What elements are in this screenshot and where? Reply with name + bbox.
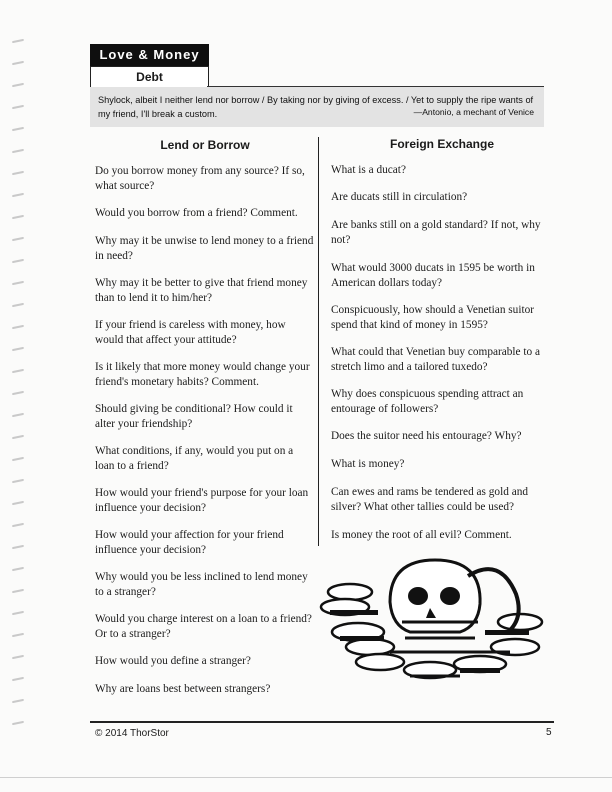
question-item: Would you charge interest on a loan to a friend? Or to a stranger? (95, 613, 312, 640)
section-title: Love & Money (90, 44, 209, 66)
question-item: Are banks still on a gold standard? If not, why not? (331, 219, 541, 246)
question-item: Do you borrow money from any source? If so, what source? (95, 165, 305, 192)
section-subtitle: Debt (90, 66, 209, 88)
question-item: What would 3000 ducats in 1595 be worth in American dollars today? (331, 262, 535, 289)
page-number: 5 (546, 727, 552, 738)
question-item: Why may it be unwise to lend money to a friend in need? (95, 235, 314, 262)
question-item: Why may it be better to give that friend money than to lend it to him/her? (95, 277, 308, 304)
left-column-title: Lend or Borrow (160, 138, 250, 152)
question-item: Should giving be conditional? How could it alter your friendship? (95, 403, 293, 430)
question-item: If your friend is careless with money, how would that affect your attitude? (95, 319, 286, 346)
question-item: Are ducats still in circulation? (331, 191, 468, 203)
right-column-title: Foreign Exchange (389, 137, 495, 151)
question-item: Can ewes and rams be tendered as gold and silver? What other tallies could be used? (331, 486, 529, 513)
question-item: How would your affection for your friend influence your decision? (95, 529, 284, 556)
question-item: What could that Venetian buy comparable to a stretch limo and a tailored tuxedo? (331, 346, 541, 373)
question-item: What conditions, if any, would you put on a loan to a friend? (95, 445, 294, 472)
question-item: Why does conspicuous spending attract an entourage of followers? (331, 388, 524, 415)
question-item: Would you borrow from a friend? Comment. (95, 207, 298, 219)
question-item: Is money the root of all evil? Comment. (331, 529, 512, 541)
skull-coins-illustration (310, 552, 545, 687)
question-item: Why would you be less inclined to lend money to a stranger? (95, 571, 308, 598)
quote-text: Shylock, albeit I neither lend nor borrow / By taking nor by giving of excess. / Yet to supply the ripe wants of my friend, I'll break a custom. (98, 95, 534, 119)
question-item: Conspicuously, how should a Venetian suitor spend that kind of money in 1595? (331, 304, 535, 331)
page-edge (0, 777, 612, 778)
quote-attribution: —Antonio, a mechant of Venice (413, 107, 534, 117)
question-item: How would you define a stranger? (95, 655, 251, 667)
binder-holes (0, 40, 40, 740)
question-item: What is money? (331, 458, 405, 470)
question-item: How would your friend's purpose for your loan influence your decision? (95, 487, 309, 514)
question-item: Why are loans best between strangers? (95, 683, 271, 695)
copyright-text: © 2014 ThorStor (95, 728, 169, 739)
question-item: Is it likely that more money would change your friend's monetary habits? Comment. (95, 361, 310, 388)
question-item: Does the suitor need his entourage? Why? (331, 430, 522, 442)
footer-rule (90, 721, 554, 723)
column-divider (318, 137, 319, 546)
question-item: What is a ducat? (331, 164, 406, 176)
